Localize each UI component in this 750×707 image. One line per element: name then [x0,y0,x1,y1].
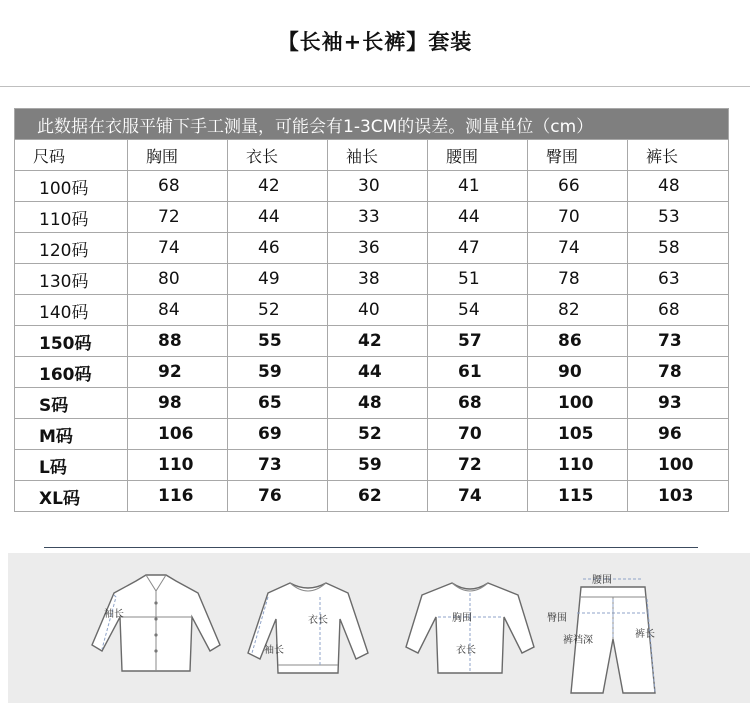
cell-pants-length: 48 [628,171,729,202]
pants-hip-label: 臀围 [547,613,567,624]
cell-hip: 86 [528,326,628,357]
cell-size: XL码 [15,481,128,512]
tshirt-icon [400,553,540,703]
cell-sleeve: 59 [328,450,428,481]
table-header-row [15,140,729,171]
tshirt-length-label: 衣长 [456,645,476,656]
cell-pants-length: 58 [628,233,729,264]
cell-hip: 115 [528,481,628,512]
cell-size: 130码 [15,264,128,295]
cell-chest: 92 [128,357,228,388]
pants-length-label: 裤长 [635,629,655,640]
cell-waist: 61 [428,357,528,388]
cell-sleeve: 36 [328,233,428,264]
header-length: 衣长 [228,140,328,171]
cell-length: 49 [228,264,328,295]
cell-chest: 72 [128,202,228,233]
page-title: 【长袖+长裤】套装 [277,30,473,54]
cell-waist: 41 [428,171,528,202]
cell-waist: 70 [428,419,528,450]
cell-chest: 106 [128,419,228,450]
cell-chest: 80 [128,264,228,295]
cell-length: 46 [228,233,328,264]
cell-size: M码 [15,419,128,450]
cell-waist: 68 [428,388,528,419]
cell-waist: 44 [428,202,528,233]
cell-hip: 74 [528,233,628,264]
measurement-note: 此数据在衣服平铺下手工测量，可能会有1-3CM的误差。测量单位（cm） [15,109,729,140]
cell-size: 110码 [15,202,128,233]
tshirt-chest-label: 胸围 [452,613,472,624]
cell-sleeve: 42 [328,326,428,357]
cell-size: L码 [15,450,128,481]
cell-length: 59 [228,357,328,388]
header-chest: 胸围 [128,140,228,171]
cell-hip: 110 [528,450,628,481]
cell-waist: 54 [428,295,528,326]
table-row [15,388,729,419]
table-row [15,202,729,233]
cell-length: 44 [228,202,328,233]
shirt-icon [86,553,226,703]
table-row [15,450,729,481]
cell-pants-length: 93 [628,388,729,419]
cell-size: 100码 [15,171,128,202]
cell-waist: 47 [428,233,528,264]
sweater-sleeve-label: 袖长 [264,645,284,656]
cell-pants-length: 103 [628,481,729,512]
cell-waist: 57 [428,326,528,357]
section-divider [44,547,698,548]
table-row [15,264,729,295]
shirt-diagram [86,553,226,703]
cell-waist: 72 [428,450,528,481]
header-size: 尺码 [15,140,128,171]
cell-hip: 66 [528,171,628,202]
cell-length: 73 [228,450,328,481]
cell-pants-length: 68 [628,295,729,326]
cell-hip: 100 [528,388,628,419]
cell-length: 55 [228,326,328,357]
table-row [15,233,729,264]
pants-rise-label: 裤裆深 [563,635,593,646]
sweater-icon [238,553,378,703]
cell-waist: 51 [428,264,528,295]
sweater-length-label: 衣长 [308,615,328,626]
table-row [15,481,729,512]
cell-pants-length: 100 [628,450,729,481]
cell-hip: 105 [528,419,628,450]
header-hip: 臀围 [528,140,628,171]
cell-hip: 70 [528,202,628,233]
tshirt-diagram [400,553,540,703]
title-divider [0,86,750,87]
header-waist: 腰围 [428,140,528,171]
cell-chest: 116 [128,481,228,512]
cell-waist: 74 [428,481,528,512]
pants-waist-label: 腰围 [592,575,612,586]
cell-length: 76 [228,481,328,512]
table-row [15,357,729,388]
cell-sleeve: 33 [328,202,428,233]
measurement-diagram-panel [8,553,750,703]
table-row [15,295,729,326]
cell-pants-length: 78 [628,357,729,388]
cell-size: 150码 [15,326,128,357]
cell-hip: 82 [528,295,628,326]
cell-chest: 110 [128,450,228,481]
header-sleeve: 袖长 [328,140,428,171]
cell-sleeve: 48 [328,388,428,419]
cell-hip: 78 [528,264,628,295]
cell-chest: 88 [128,326,228,357]
cell-sleeve: 52 [328,419,428,450]
cell-chest: 74 [128,233,228,264]
cell-size: 120码 [15,233,128,264]
cell-sleeve: 44 [328,357,428,388]
cell-sleeve: 38 [328,264,428,295]
cell-size: 160码 [15,357,128,388]
cell-chest: 98 [128,388,228,419]
cell-length: 42 [228,171,328,202]
cell-length: 69 [228,419,328,450]
pants-diagram [543,553,673,703]
cell-length: 52 [228,295,328,326]
cell-sleeve: 30 [328,171,428,202]
header-pants-length: 裤长 [628,140,729,171]
cell-pants-length: 73 [628,326,729,357]
cell-pants-length: 53 [628,202,729,233]
cell-length: 65 [228,388,328,419]
cell-sleeve: 40 [328,295,428,326]
table-row [15,326,729,357]
cell-size: 140码 [15,295,128,326]
sweater-diagram [238,553,378,703]
size-table [14,108,729,512]
cell-chest: 68 [128,171,228,202]
cell-size: S码 [15,388,128,419]
table-row [15,171,729,202]
table-row [15,419,729,450]
cell-pants-length: 96 [628,419,729,450]
cell-chest: 84 [128,295,228,326]
cell-sleeve: 62 [328,481,428,512]
cell-pants-length: 63 [628,264,729,295]
shirt-sleeve-label: 袖长 [104,609,124,620]
cell-hip: 90 [528,357,628,388]
